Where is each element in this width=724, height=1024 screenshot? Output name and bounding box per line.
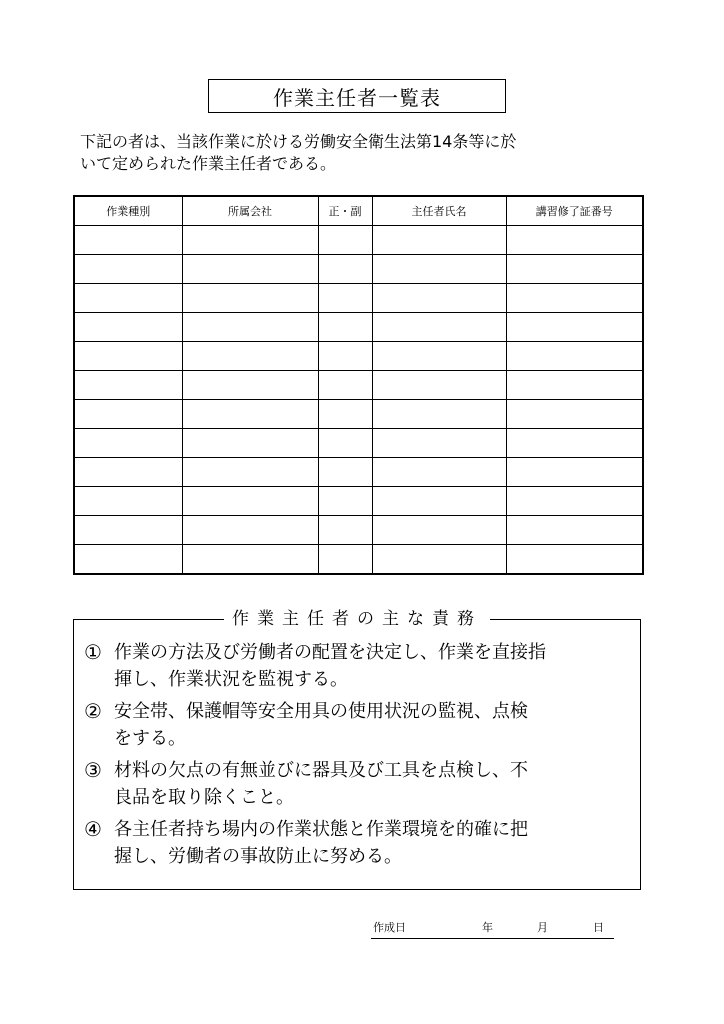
table-cell — [372, 255, 506, 284]
table-cell — [372, 487, 506, 516]
table-cell — [182, 342, 318, 371]
table-cell — [182, 284, 318, 313]
table-cell — [318, 255, 372, 284]
table-cell — [372, 400, 506, 429]
year-label: 年 — [482, 921, 493, 934]
table-cell — [74, 429, 182, 458]
table-cell — [74, 400, 182, 429]
table-cell — [506, 371, 643, 400]
table-row — [74, 545, 643, 575]
table-cell — [182, 487, 318, 516]
intro-paragraph — [80, 131, 620, 175]
table-cell — [74, 516, 182, 545]
intro-line-2: いて定められた作業主任者である。 — [80, 154, 337, 173]
table-cell — [372, 429, 506, 458]
table-row — [74, 487, 643, 516]
table-cell — [372, 342, 506, 371]
table-cell — [74, 371, 182, 400]
table-cell — [506, 429, 643, 458]
table-row — [74, 255, 643, 284]
month-label: 月 — [537, 921, 548, 934]
table-cell — [74, 226, 182, 255]
table-cell — [318, 487, 372, 516]
table-row — [74, 342, 643, 371]
duty-number: ④ — [84, 817, 102, 841]
table-cell — [506, 400, 643, 429]
header-company: 所属会社 — [182, 196, 318, 226]
table-cell — [372, 371, 506, 400]
duty-item-2 — [84, 698, 624, 752]
table-row — [74, 516, 643, 545]
duty-line: 良品を取り除くこと。 — [114, 787, 294, 808]
duty-item-4 — [84, 816, 624, 870]
table-body — [74, 226, 643, 575]
table-cell — [74, 487, 182, 516]
table-cell — [182, 371, 318, 400]
table-cell — [372, 313, 506, 342]
duties-heading — [74, 607, 640, 631]
table-cell — [318, 226, 372, 255]
table-cell — [182, 429, 318, 458]
intro-line-1: 下記の者は、当該作業に於ける労働安全衛生法第14条等に於 — [80, 132, 517, 151]
table-row — [74, 400, 643, 429]
table-cell — [372, 226, 506, 255]
table-cell — [372, 516, 506, 545]
duty-number: ① — [84, 640, 102, 664]
table-row — [74, 458, 643, 487]
duty-line: 揮し、作業状況を監視する。 — [114, 669, 348, 690]
table-cell — [506, 342, 643, 371]
table-cell — [318, 458, 372, 487]
duty-line: 安全帯、保護帽等安全用具の使用状況の監視、点検 — [114, 701, 528, 722]
duty-item-3 — [84, 757, 624, 811]
table-cell — [182, 255, 318, 284]
duty-line: をする。 — [114, 728, 186, 749]
table-row — [74, 284, 643, 313]
table-row — [74, 429, 643, 458]
table-cell — [318, 313, 372, 342]
duty-line: 握し、労働者の事故防止に努める。 — [114, 846, 402, 867]
table-cell — [506, 313, 643, 342]
table-cell — [318, 429, 372, 458]
duty-item-1 — [84, 639, 624, 693]
table-cell — [506, 545, 643, 575]
table-cell — [182, 313, 318, 342]
table-cell — [318, 342, 372, 371]
header-supervisor-name: 主任者氏名 — [372, 196, 506, 226]
header-primary-deputy: 正・副 — [318, 196, 372, 226]
document-title: 作業主任者一覧表 — [208, 79, 506, 113]
table-cell — [506, 487, 643, 516]
table-cell — [372, 284, 506, 313]
duty-number: ③ — [84, 758, 102, 782]
table-cell — [318, 284, 372, 313]
table-cell — [506, 255, 643, 284]
duty-line: 各主任者持ち場内の作業状態と作業環境を的確に把 — [114, 819, 528, 840]
table-cell — [506, 226, 643, 255]
duty-number: ② — [84, 699, 102, 723]
table-cell — [506, 458, 643, 487]
table-cell — [318, 400, 372, 429]
supervisor-table — [73, 195, 644, 575]
table-cell — [74, 458, 182, 487]
header-certificate-number: 講習修了証番号 — [506, 196, 643, 226]
table-cell — [74, 284, 182, 313]
creation-date-line — [371, 916, 614, 939]
table-cell — [318, 545, 372, 575]
table-cell — [182, 458, 318, 487]
duty-line: 材料の欠点の有無並びに器具及び工具を点検し、不 — [114, 760, 528, 781]
table-cell — [318, 371, 372, 400]
duties-box — [73, 609, 641, 890]
table-cell — [74, 313, 182, 342]
table-cell — [506, 516, 643, 545]
created-label: 作成日 — [373, 921, 406, 934]
table-cell — [372, 458, 506, 487]
table-header-row — [74, 196, 643, 226]
table-cell — [182, 400, 318, 429]
table-cell — [74, 255, 182, 284]
table-cell — [182, 226, 318, 255]
duties-heading-text: 作業主任者の主な責務 — [224, 607, 490, 631]
table-cell — [506, 284, 643, 313]
table-cell — [182, 545, 318, 575]
table-row — [74, 371, 643, 400]
table-row — [74, 226, 643, 255]
table-cell — [74, 545, 182, 575]
table-cell — [372, 545, 506, 575]
table-cell — [318, 516, 372, 545]
table-cell — [182, 516, 318, 545]
table-cell — [74, 342, 182, 371]
duty-line: 作業の方法及び労働者の配置を決定し、作業を直接指 — [114, 642, 546, 663]
day-label: 日 — [593, 921, 604, 934]
table-row — [74, 313, 643, 342]
header-work-type: 作業種別 — [74, 196, 182, 226]
